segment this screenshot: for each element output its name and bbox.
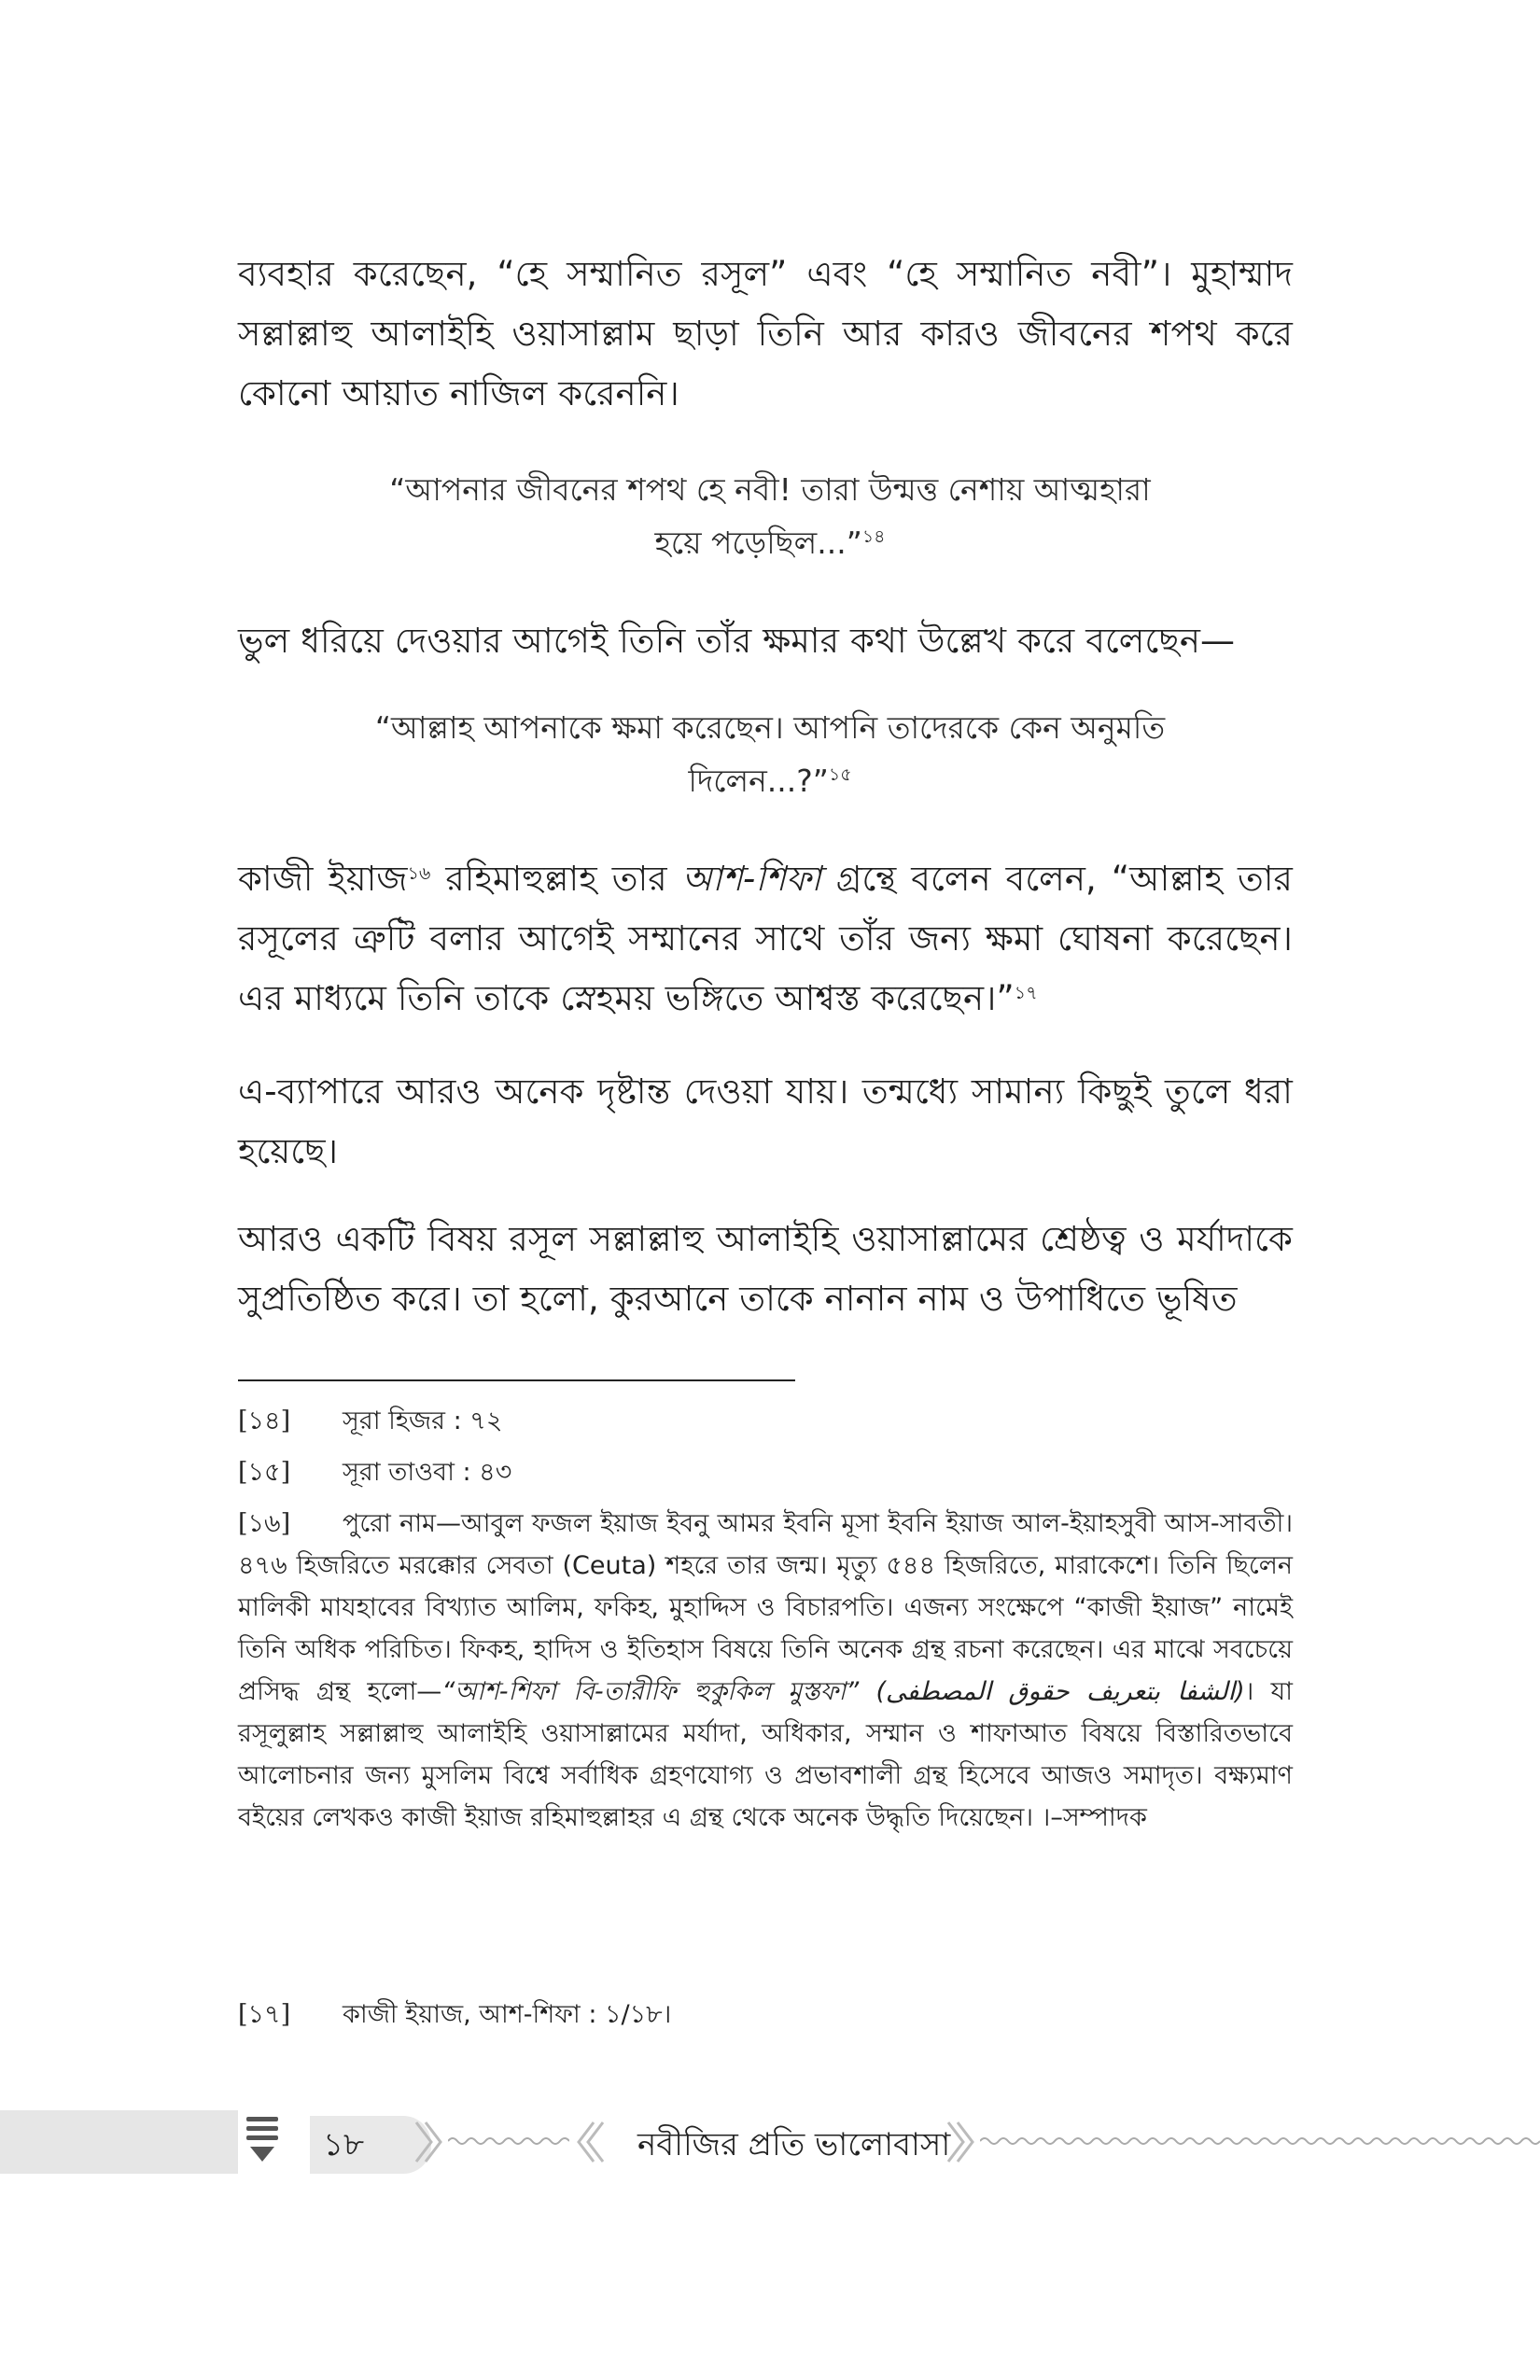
footnote-number: [১৪]	[238, 1407, 291, 1435]
book-title-italic: আশ-শিফা	[681, 859, 821, 899]
decorative-wave	[448, 2132, 569, 2150]
footnote-text: সূরা হিজর : ৭২	[343, 1407, 503, 1435]
quote-line	[280, 754, 1260, 807]
paragraph-3	[238, 849, 1293, 1029]
quran-quote-2	[280, 701, 1260, 807]
quote-text: দিলেন...?”	[688, 763, 829, 799]
footnote-16	[238, 1503, 1293, 1839]
decorative-wave	[980, 2132, 1540, 2150]
chevron-right-icon	[411, 2119, 448, 2165]
footnote-number: [১৫]	[238, 1458, 291, 1487]
quran-quote-1	[280, 463, 1260, 569]
quote-line: “আল্লাহ আপনাকে ক্ষমা করেছেন। আপনি তাদেরকে কেন অনুমতি	[374, 709, 1166, 746]
footnote-ref-15[interactable]: ১৫	[828, 764, 852, 785]
footnote-book-title: “আশ-শিফা বি-তারীফি হুকুকিল মুস্তফা” (الشفا بتعريف حقوق المصطفى)	[441, 1677, 1245, 1706]
paragraph-text: ভুল ধরিয়ে দেওয়ার আগেই তিনি তাঁর ক্ষমার কথা উল্লেখ করে বলেছেন—	[238, 621, 1236, 661]
footnote-15	[238, 1451, 1293, 1493]
paragraph-text: ব্যবহার করেছেন, “হে সম্মানিত রসূল” এবং “হে সম্মানিত নবী”। মুহাম্মাদ সল্লাল্লাহু আলাইহি ওয়াসাল্লাম ছাড়া তিনি আর কারও জীবনের শপথ করে কোনো আয়াত নাজিল করেননি।	[238, 254, 1293, 413]
text-fragment: গ্রন্থে বলেন বলেন, “আল্লাহ তার রসূলের ত্রুটি বলার আগেই সম্মানের সাথে তাঁর জন্য ক্ষমা ঘোষনা করেছেন। এর মাধ্যমে তিনি তাকে স্নেহময় ভঙ্গিতে আশ্বস্ত করেছেন।”	[238, 859, 1293, 1018]
author-name: কাজী ইয়াজ	[238, 859, 408, 899]
footer-left-band	[0, 2110, 238, 2174]
footnote-divider	[238, 1379, 795, 1381]
footnote-text: সূরা তাওবা : ৪৩	[343, 1458, 512, 1487]
footnote-17	[238, 1994, 1293, 2036]
paragraph-text: এ-ব্যাপারে আরও অনেক দৃষ্টান্ত দেওয়া যায়। তন্মধ্যে সামান্য কিছুই তুলে ধরা হয়েছে।	[238, 1071, 1293, 1171]
menu-icon	[245, 2113, 282, 2169]
footnote-number: [১৭]	[238, 2000, 291, 2029]
paragraph-1	[238, 245, 1293, 424]
footnote-text: কাজী ইয়াজ, আশ-শিফা : ১/১৮।	[343, 2000, 672, 2029]
paragraph-2	[238, 611, 1293, 671]
footnote-ref-17[interactable]: ১৭	[1014, 983, 1038, 1003]
footnote-ref-16[interactable]: ১৬	[407, 863, 431, 884]
text-fragment: রহিমাহুল্লাহ তার	[430, 859, 682, 899]
running-book-title: নবীজির প্রতি ভালোবাসা	[637, 2126, 951, 2163]
footnote-number: [১৬]	[238, 1509, 291, 1538]
footnote-14	[238, 1400, 1293, 1442]
quote-line: “আপনার জীবনের শপথ হে নবী! তারা উন্মত্ত নেশায় আত্মহারা	[389, 471, 1151, 508]
footnote-text: পুরো নাম—আবুল ফজল ইয়াজ ইবনু আমর ইবনি মূসা ইবনি ইয়াজ আল-ইয়াহসুবী আস-সাবতী। ৪৭৬ হিজরিতে মরক্কোর সেবতা (Ceuta) শহরে তার জন্ম। মৃত্যু ৫৪৪ হিজরিতে, মারাকেশে। তিনি ছিলেন মালিকী মাযহাবের বিখ্যাত আলিম, ফকিহ, মুহাদ্দিস ও বিচারপতি। এজন্য সংক্ষেপে “কাজী ইয়াজ” নামেই তিনি অধিক পরিচিত। ফিকহ, হাদিস ও ইতিহাস বিষয়ে তিনি অনেক গ্রন্থ রচনা করেছেন। এর মাঝে সবচেয়ে প্রসিদ্ধ গ্রন্থ হলো—	[238, 1509, 1293, 1706]
footnote-ref-14[interactable]: ১৪	[861, 526, 886, 547]
paragraph-text: আরও একটি বিষয় রসূল সল্লাল্লাহু আলাইহি ওয়াসাল্লামের শ্রেষ্ঠত্ব ও মর্যাদাকে সুপ্রতিষ্ঠিত করে। তা হলো, কুরআনে তাকে নানান নাম ও উপাধিতে ভূষিত	[238, 1219, 1293, 1319]
paragraph-5	[238, 1210, 1293, 1329]
quote-line	[280, 516, 1260, 569]
chevron-left-icon	[571, 2119, 609, 2165]
chevron-right-icon	[943, 2119, 980, 2165]
footnote-text: । যা রসূলুল্লাহ সল্লাল্লাহু আলাইহি ওয়াসাল্লামের মর্যাদা, অধিকার, সম্মান ও শাফাআত বিষয়ে বিস্তারিতভাবে আলোচনার জন্য মুসলিম বিশ্বে সর্বাধিক গ্রহণযোগ্য ও প্রভাবশালী গ্রন্থ হিসেবে আজও সমাদৃত। বক্ষ্যমাণ বইয়ের লেখকও কাজী ইয়াজ রহিমাহুল্লাহর এ গ্রন্থ থেকে অনেক উদ্ধৃতি দিয়েছেন। ।–সম্পাদক	[238, 1677, 1293, 1832]
paragraph-text	[238, 849, 1293, 1029]
page-number: ১৮	[323, 2126, 365, 2163]
quote-text: হয়ে পড়েছিল...”	[654, 525, 862, 561]
paragraph-4	[238, 1062, 1293, 1182]
